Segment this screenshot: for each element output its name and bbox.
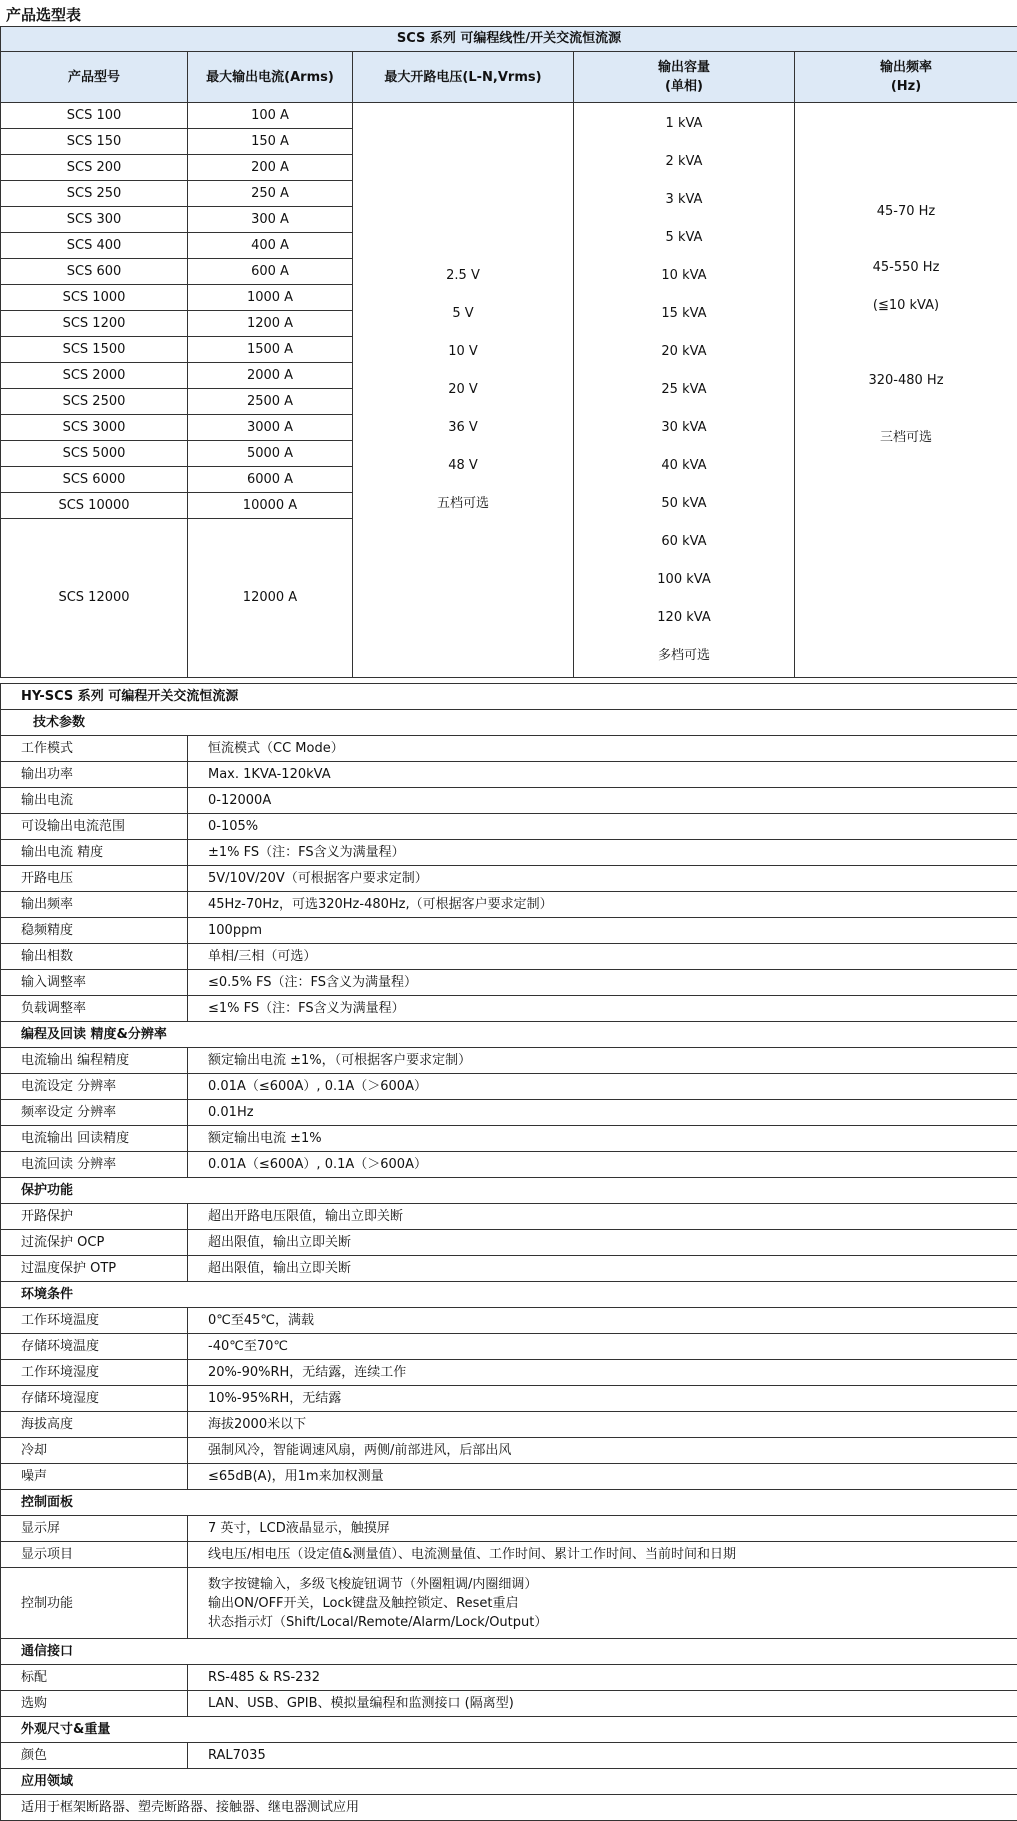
spec-value: 超出限值，输出立即关断	[188, 1256, 1017, 1282]
spec-row	[1, 1126, 1017, 1152]
spec-label: 开路保护	[1, 1204, 188, 1230]
spec-label: 电流回读 分辨率	[1, 1152, 188, 1178]
spec-row	[1, 892, 1017, 918]
spec-value: 强制风冷，智能调速风扇，两侧/前部进风，后部出风	[188, 1438, 1017, 1464]
capacity-option: 1 kVA	[665, 116, 703, 131]
spec-section-row	[1, 1022, 1017, 1048]
spec-row	[1, 1204, 1017, 1230]
spec-value: 海拔2000米以下	[188, 1412, 1017, 1438]
frequency-note: (≦10 kVA)	[872, 298, 940, 313]
header-capacity-line1: 输出容量	[657, 60, 710, 75]
spec-label: 显示项目	[1, 1542, 188, 1568]
product-selection-table	[0, 26, 1017, 678]
spec-row	[1, 944, 1017, 970]
header-frequency-line1: 输出频率	[879, 60, 932, 75]
voltage-option: 2.5 V	[446, 268, 480, 283]
current-cell: 2000 A	[188, 363, 353, 389]
spec-value: 0℃至45℃，满载	[188, 1308, 1017, 1334]
current-cell: 12000 A	[188, 519, 353, 678]
capacity-option: 2 kVA	[665, 154, 703, 169]
spec-value-line: 数字按键输入，多级飞梭旋钮调节（外圈粗调/内圈细调）	[208, 1576, 538, 1592]
spec-section-title: 技术参数	[1, 710, 1017, 736]
spec-label: 开路电压	[1, 866, 188, 892]
spec-value: 0-105%	[188, 814, 1017, 840]
current-cell: 300 A	[188, 207, 353, 233]
header-model: 产品型号	[1, 52, 188, 103]
spec-label: 海拔高度	[1, 1412, 188, 1438]
model-cell: SCS 200	[1, 155, 188, 181]
current-cell: 200 A	[188, 155, 353, 181]
frequency-cell	[795, 103, 1017, 678]
spec-row	[1, 814, 1017, 840]
spec-label: 工作模式	[1, 736, 188, 762]
spec-value: 额定输出电流 ±1%，（可根据客户要求定制）	[188, 1048, 1017, 1074]
capacity-option: 120 kVA	[657, 610, 711, 625]
spec-row	[1, 1074, 1017, 1100]
current-cell: 600 A	[188, 259, 353, 285]
model-cell: SCS 6000	[1, 467, 188, 493]
current-cell: 1200 A	[188, 311, 353, 337]
spec-row	[1, 970, 1017, 996]
spec-row	[1, 1516, 1017, 1542]
spec-label: 频率设定 分辨率	[1, 1100, 188, 1126]
spec-value: 45Hz-70Hz，可选320Hz-480Hz,（可根据客户要求定制）	[188, 892, 1017, 918]
voltage-option: 5 V	[452, 306, 474, 321]
specification-table	[0, 683, 1017, 1821]
model-cell: SCS 2000	[1, 363, 188, 389]
page-title: 产品选型表	[6, 6, 82, 24]
spec-value: 20%-90%RH，无结露，连续工作	[188, 1360, 1017, 1386]
spec-label: 电流输出 编程精度	[1, 1048, 188, 1074]
spec-value: 超出限值，输出立即关断	[188, 1230, 1017, 1256]
current-cell: 1000 A	[188, 285, 353, 311]
spec-value: 0.01A（≤600A）, 0.1A（＞600A）	[188, 1074, 1017, 1100]
spec-row	[1, 736, 1017, 762]
current-cell: 1500 A	[188, 337, 353, 363]
spec-section-title: 外观尺寸&重量	[1, 1717, 1017, 1743]
capacity-option: 5 kVA	[665, 230, 703, 245]
current-cell: 3000 A	[188, 415, 353, 441]
voltage-cell	[353, 103, 574, 678]
spec-label: 工作环境温度	[1, 1308, 188, 1334]
spec-value: ≤1% FS（注：FS含义为满量程）	[188, 996, 1017, 1022]
spec-label: 电流设定 分辨率	[1, 1074, 188, 1100]
spec-section-title: 保护功能	[1, 1178, 1017, 1204]
spec-row	[1, 1100, 1017, 1126]
spec-label: 负载调整率	[1, 996, 188, 1022]
spec-section-row	[1, 1282, 1017, 1308]
voltage-option: 48 V	[448, 458, 478, 473]
spec-value: 恒流模式（CC Mode）	[188, 736, 1017, 762]
spec-row	[1, 1360, 1017, 1386]
frequency-option: 45-70 Hz	[876, 204, 936, 219]
spec-section-row	[1, 1178, 1017, 1204]
spec-section-row	[1, 1769, 1017, 1795]
current-cell: 5000 A	[188, 441, 353, 467]
spec-value: 5V/10V/20V（可根据客户要求定制）	[188, 866, 1017, 892]
spec-section-row	[1, 1717, 1017, 1743]
model-cell: SCS 400	[1, 233, 188, 259]
spec-value: ≤0.5% FS（注：FS含义为满量程）	[188, 970, 1017, 996]
header-current: 最大输出电流(Arms)	[188, 52, 353, 103]
spec-row	[1, 788, 1017, 814]
voltage-list	[353, 257, 573, 523]
capacity-list	[574, 105, 794, 675]
model-cell: SCS 150	[1, 129, 188, 155]
spec-value: RS-485 & RS-232	[188, 1665, 1017, 1691]
spec-series-title: HY-SCS 系列 可编程开关交流恒流源	[1, 684, 1017, 710]
header-frequency	[795, 52, 1017, 103]
frequency-list	[795, 202, 1017, 578]
capacity-option: 3 kVA	[665, 192, 703, 207]
spec-value: 线电压/相电压（设定值&测量值）、电流测量值、工作时间、累计工作时间、当前时间和日期	[188, 1542, 1017, 1568]
spec-label: 输出频率	[1, 892, 188, 918]
spec-series-title-row	[1, 684, 1017, 710]
model-cell: SCS 100	[1, 103, 188, 129]
spec-section-title: 应用领域	[1, 1769, 1017, 1795]
current-cell: 100 A	[188, 103, 353, 129]
capacity-option: 40 kVA	[661, 458, 707, 473]
spec-value: 10%-95%RH，无结露	[188, 1386, 1017, 1412]
spec-value: ≤65dB(A)，用1m来加权测量	[188, 1464, 1017, 1490]
model-cell: SCS 12000	[1, 519, 188, 678]
spec-value: Max. 1KVA-120kVA	[188, 762, 1017, 788]
capacity-option: 15 kVA	[661, 306, 707, 321]
spec-value: 额定输出电流 ±1%	[188, 1126, 1017, 1152]
spec-row	[1, 1230, 1017, 1256]
model-row	[1, 103, 1017, 129]
spec-row	[1, 996, 1017, 1022]
voltage-option: 10 V	[448, 344, 478, 359]
spec-section-row	[1, 710, 1017, 736]
capacity-option: 60 kVA	[661, 534, 707, 549]
frequency-option: 45-550 Hz	[872, 260, 940, 275]
spec-label: 存储环境温度	[1, 1334, 188, 1360]
model-cell: SCS 1000	[1, 285, 188, 311]
spec-label: 噪声	[1, 1464, 188, 1490]
spec-row	[1, 1308, 1017, 1334]
spec-value: 0-12000A	[188, 788, 1017, 814]
spec-label: 过温度保护 OTP	[1, 1256, 188, 1282]
model-cell: SCS 3000	[1, 415, 188, 441]
model-cell: SCS 1200	[1, 311, 188, 337]
selection-series-title: SCS 系列 可编程线性/开关交流恒流源	[1, 27, 1017, 52]
spec-label: 存储环境湿度	[1, 1386, 188, 1412]
model-cell: SCS 1500	[1, 337, 188, 363]
spec-row	[1, 1743, 1017, 1769]
spec-section-title: 编程及回读 精度&分辨率	[1, 1022, 1017, 1048]
spec-row	[1, 918, 1017, 944]
spec-value-line: 状态指示灯（Shift/Local/Remote/Alarm/Lock/Output）	[208, 1614, 548, 1630]
model-cell: SCS 5000	[1, 441, 188, 467]
model-cell: SCS 2500	[1, 389, 188, 415]
spec-section-row	[1, 1639, 1017, 1665]
spec-row	[1, 1542, 1017, 1568]
capacity-option: 20 kVA	[661, 344, 707, 359]
header-capacity	[574, 52, 795, 103]
header-capacity-line2: (单相)	[665, 79, 703, 94]
current-cell: 250 A	[188, 181, 353, 207]
spec-value: ±1% FS（注：FS含义为满量程）	[188, 840, 1017, 866]
spec-row	[1, 1334, 1017, 1360]
capacity-cell	[574, 103, 795, 678]
spec-value: 100ppm	[188, 918, 1017, 944]
header-voltage: 最大开路电压(L-N,Vrms)	[353, 52, 574, 103]
spec-label: 输出相数	[1, 944, 188, 970]
header-frequency-line2: (Hz)	[890, 79, 922, 94]
spec-row	[1, 1256, 1017, 1282]
current-cell: 2500 A	[188, 389, 353, 415]
spec-value: 0.01Hz	[188, 1100, 1017, 1126]
spec-value: 0.01A（≤600A）, 0.1A（＞600A）	[188, 1152, 1017, 1178]
spec-row	[1, 1464, 1017, 1490]
spec-full-value: 适用于框架断路器、塑壳断路器、接触器、继电器测试应用	[1, 1795, 1017, 1821]
spec-row	[1, 1665, 1017, 1691]
current-cell: 6000 A	[188, 467, 353, 493]
current-cell: 400 A	[188, 233, 353, 259]
spec-label: 选购	[1, 1691, 188, 1717]
voltage-option: 20 V	[448, 382, 478, 397]
spec-label: 电流输出 回读精度	[1, 1126, 188, 1152]
spec-value: LAN、USB、GPIB、模拟量编程和监测接口 (隔离型)	[188, 1691, 1017, 1717]
spec-label: 过流保护 OCP	[1, 1230, 188, 1256]
selection-series-title-row	[1, 27, 1017, 52]
capacity-option: 25 kVA	[661, 382, 707, 397]
model-cell: SCS 250	[1, 181, 188, 207]
spec-row	[1, 762, 1017, 788]
model-cell: SCS 300	[1, 207, 188, 233]
spec-row	[1, 1438, 1017, 1464]
spec-row	[1, 1048, 1017, 1074]
spec-row	[1, 1152, 1017, 1178]
spec-label: 颜色	[1, 1743, 188, 1769]
spec-value: -40℃至70℃	[188, 1334, 1017, 1360]
capacity-option: 多档可选	[657, 648, 710, 663]
spec-row	[1, 1691, 1017, 1717]
voltage-option: 五档可选	[436, 496, 489, 511]
spec-label: 控制功能	[1, 1568, 188, 1639]
spec-label: 输出功率	[1, 762, 188, 788]
model-cell: SCS 600	[1, 259, 188, 285]
spec-label: 输出电流	[1, 788, 188, 814]
spec-label: 输出电流 精度	[1, 840, 188, 866]
spec-label: 标配	[1, 1665, 188, 1691]
spec-row	[1, 1412, 1017, 1438]
model-cell: SCS 10000	[1, 493, 188, 519]
voltage-option: 36 V	[448, 420, 478, 435]
spec-label: 输入调整率	[1, 970, 188, 996]
spec-section-title: 控制面板	[1, 1490, 1017, 1516]
spec-row	[1, 840, 1017, 866]
frequency-option: 320-480 Hz	[868, 373, 944, 388]
spec-value-multiline	[188, 1568, 1017, 1639]
spec-value: 单相/三相（可选）	[188, 944, 1017, 970]
spec-value: 7 英寸，LCD液晶显示，触摸屏	[188, 1516, 1017, 1542]
capacity-option: 100 kVA	[657, 572, 711, 587]
spec-section-title: 环境条件	[1, 1282, 1017, 1308]
spec-section-title: 通信接口	[1, 1639, 1017, 1665]
spec-value: 超出开路电压限值，输出立即关断	[188, 1204, 1017, 1230]
capacity-option: 10 kVA	[661, 268, 707, 283]
spec-row-full	[1, 1795, 1017, 1821]
spec-row	[1, 866, 1017, 892]
spec-value-line: 输出ON/OFF开关，Lock键盘及触控锁定、Reset重启	[208, 1595, 519, 1611]
frequency-choice: 三档可选	[879, 430, 932, 445]
selection-header-row	[1, 52, 1017, 103]
spec-label: 稳频精度	[1, 918, 188, 944]
spec-value: RAL7035	[188, 1743, 1017, 1769]
spec-label: 显示屏	[1, 1516, 188, 1542]
spec-label: 可设输出电流范围	[1, 814, 188, 840]
spec-row	[1, 1386, 1017, 1412]
current-cell: 150 A	[188, 129, 353, 155]
spec-label: 冷却	[1, 1438, 188, 1464]
spec-section-row	[1, 1490, 1017, 1516]
current-cell: 10000 A	[188, 493, 353, 519]
capacity-option: 50 kVA	[661, 496, 707, 511]
spec-row-control	[1, 1568, 1017, 1639]
capacity-option: 30 kVA	[661, 420, 707, 435]
spec-label: 工作环境湿度	[1, 1360, 188, 1386]
